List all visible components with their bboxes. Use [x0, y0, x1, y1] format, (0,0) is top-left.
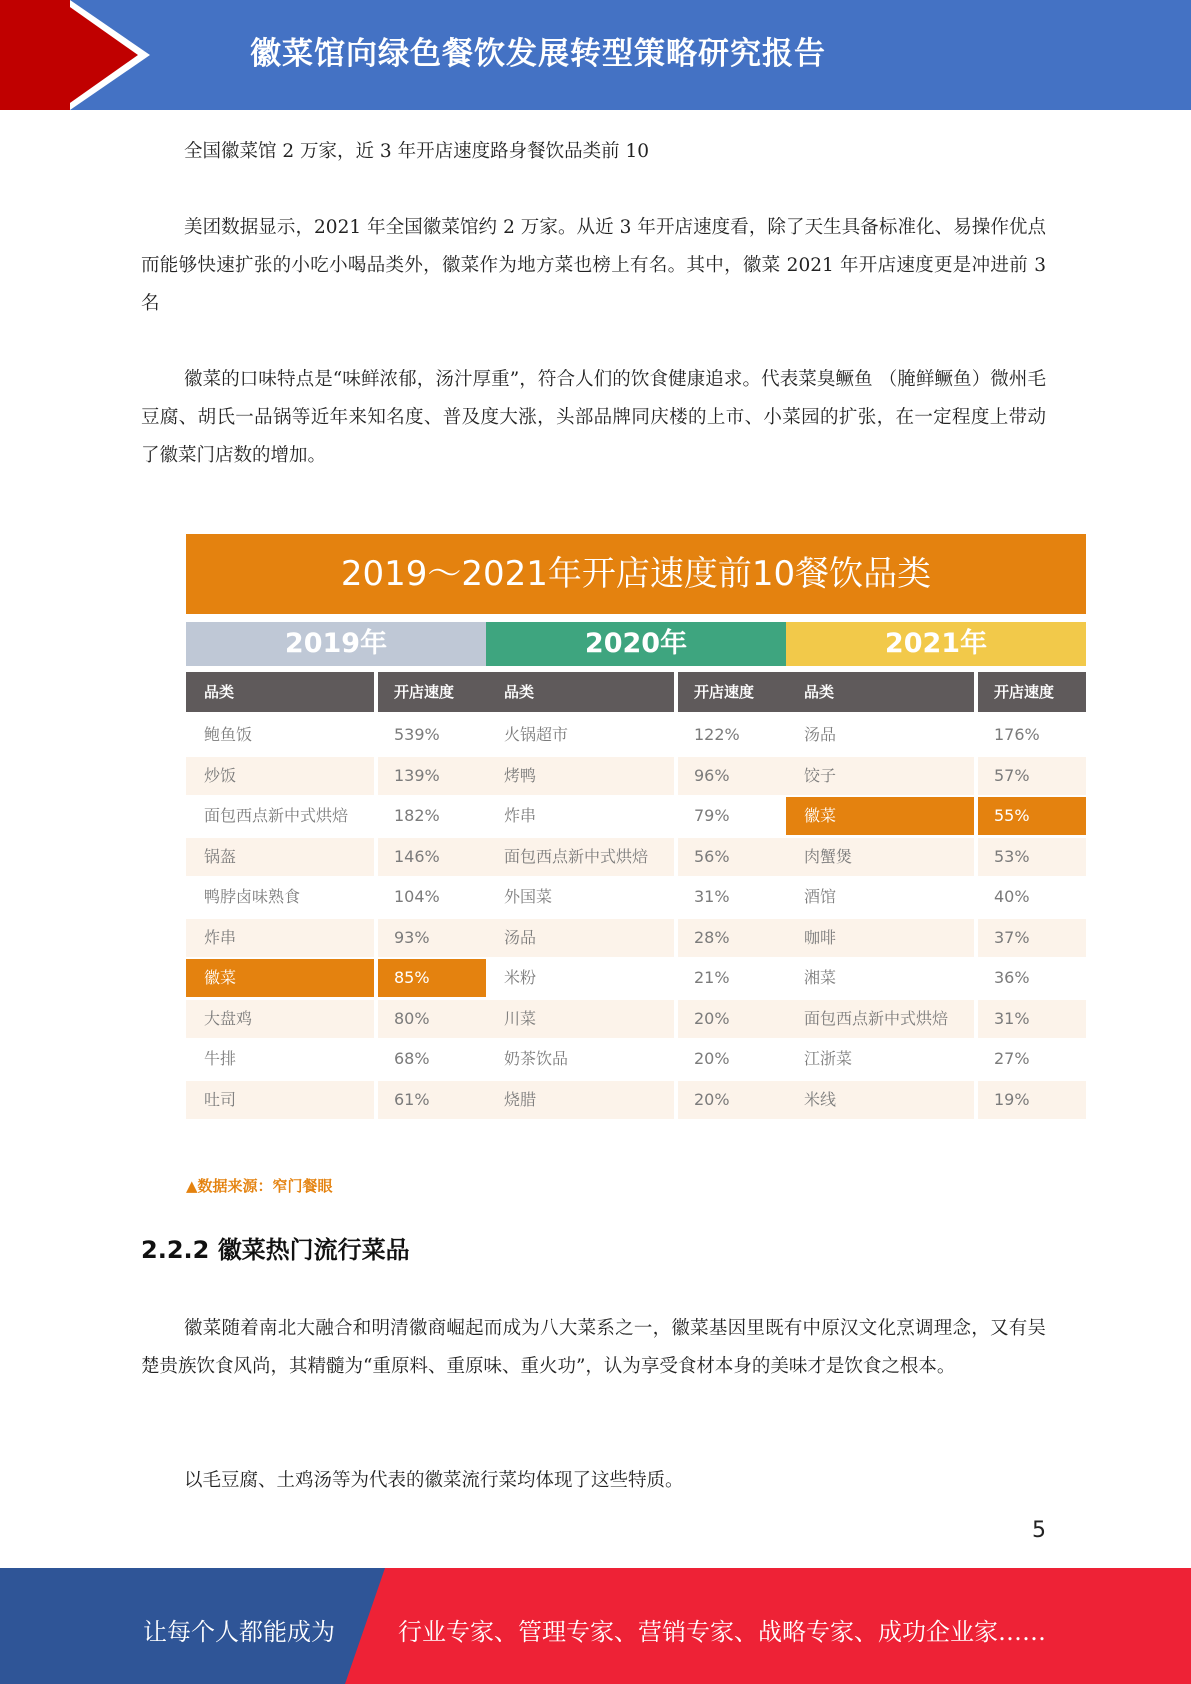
table-cell-speed: 21%	[694, 968, 730, 987]
table-cell-speed: 539%	[394, 725, 440, 744]
table-cell-category: 牛排	[204, 1049, 237, 1068]
table-cell-speed: 28%	[678, 919, 786, 957]
table-cell-speed: 61%	[378, 1081, 486, 1119]
table-cell-speed: 182%	[394, 806, 440, 825]
column-header-category: 品类	[786, 672, 974, 712]
table-cell-speed: 122%	[694, 725, 740, 744]
table-cell-speed: 36%	[994, 968, 1030, 987]
table-cell-speed: 20%	[694, 1049, 730, 1068]
table-cell-category: 面包西点新中式烘焙	[486, 838, 674, 876]
page-header	[0, 0, 1191, 110]
footer-slogan-left: 让每个人都能成为	[143, 1618, 335, 1646]
table-cell-category: 徽菜	[186, 959, 374, 997]
column-header-category: 品类	[486, 672, 674, 712]
header-arrow-red	[60, 0, 138, 110]
table-cell-category: 吐司	[186, 1081, 374, 1119]
table-cell-category: 锅盔	[186, 838, 374, 876]
table-cell-category: 鲍鱼饭	[204, 725, 253, 744]
table-cell-speed: 146%	[378, 838, 486, 876]
table-cell-speed: 68%	[394, 1049, 430, 1068]
paragraph-1: 全国徽菜馆 2 万家，近 3 年开店速度路身餐饮品类前 10	[184, 141, 649, 162]
table-cell-category: 徽菜	[786, 797, 974, 835]
section-heading: 2.2.2 徽菜热门流行菜品	[141, 1236, 410, 1264]
column-header-category: 品类	[186, 672, 374, 712]
table-cell-speed: 31%	[978, 1000, 1086, 1038]
table-cell-category: 炸串	[186, 919, 374, 957]
table-cell-speed: 20%	[678, 1000, 786, 1038]
column-header-speed: 开店速度	[978, 672, 1086, 712]
table-cell-category: 肉蟹煲	[786, 838, 974, 876]
table-cell-category: 大盘鸡	[186, 1000, 374, 1038]
table-cell-category: 奶茶饮品	[504, 1049, 569, 1068]
table-cell-category: 火锅超市	[504, 725, 569, 744]
table-cell-speed: 96%	[678, 757, 786, 795]
paragraph-3: 徽菜的口味特点是“味鲜浓郁，汤汁厚重”，符合人们的饮食健康追求。代表菜臭鳜鱼 （腌鲜鳜鱼）微州毛豆腐、胡氏一品锅等近年来知名度、普及度大涨，头部品牌同庆楼的上市、小菜园的扩张，在一定程度上带动了徽菜门店数的增加。	[141, 369, 1046, 466]
paragraph-2: 美团数据显示，2021 年全国徽菜馆约 2 万家。从近 3 年开店速度看，除了天生具备标准化、易操作优点而能够快速扩张的小吃小喝品类外，徽菜作为地方菜也榜上有名。其中，徽菜 2021 年开店速度更是冲进前 3 名	[141, 217, 1046, 314]
table-cell-speed: 80%	[378, 1000, 486, 1038]
table-cell-category: 饺子	[786, 757, 974, 795]
table-cell-speed: 57%	[978, 757, 1086, 795]
figure-title: 2019～2021年开店速度前10餐饮品类	[186, 534, 1086, 614]
table-cell-category: 面包西点新中式烘焙	[786, 1000, 974, 1038]
table-cell-speed: 53%	[978, 838, 1086, 876]
table-cell-category: 鸭脖卤味熟食	[204, 887, 301, 906]
table-cell-speed: 37%	[978, 919, 1086, 957]
table-cell-category: 汤品	[804, 725, 837, 744]
table-cell-category: 米粉	[504, 968, 537, 987]
table-cell-category: 外国菜	[504, 887, 553, 906]
table-cell-speed: 20%	[678, 1081, 786, 1119]
footer-slogan-right: 行业专家、管理专家、营销专家、战略专家、成功企业家……	[398, 1618, 1046, 1646]
table-cell-speed: 85%	[378, 959, 486, 997]
table-cell-speed: 31%	[694, 887, 730, 906]
table-cell-speed: 27%	[994, 1049, 1030, 1068]
column-header-speed: 开店速度	[678, 672, 786, 712]
store-speed-figure	[186, 532, 1086, 1122]
year-header-2: 2021年	[786, 622, 1086, 666]
page-number: 5	[1032, 1518, 1046, 1543]
figure-source: ▲数据来源：窄门餐眼	[186, 1177, 333, 1195]
section-paragraph-2: 以毛豆腐、土鸡汤等为代表的徽菜流行菜均体现了这些特质。	[184, 1470, 684, 1491]
table-cell-category: 烧腊	[486, 1081, 674, 1119]
table-cell-speed: 19%	[978, 1081, 1086, 1119]
table-cell-speed: 93%	[378, 919, 486, 957]
column-header-speed: 开店速度	[378, 672, 486, 712]
table-cell-speed: 55%	[978, 797, 1086, 835]
table-cell-category: 炒饭	[186, 757, 374, 795]
table-cell-category: 米线	[786, 1081, 974, 1119]
section-paragraph-1: 徽菜随着南北大融合和明清徽商崛起而成为八大菜系之一，徽菜基因里既有中原汉文化烹调理念，又有吴楚贵族饮食风尚，其精髓为“重原料、重原味、重火功”，认为享受食材本身的美味才是饮食之根本。	[141, 1318, 1046, 1377]
table-cell-speed: 79%	[694, 806, 730, 825]
table-cell-category: 烤鸭	[486, 757, 674, 795]
table-cell-speed: 139%	[378, 757, 486, 795]
table-cell-category: 汤品	[486, 919, 674, 957]
table-cell-speed: 56%	[678, 838, 786, 876]
table-cell-speed: 176%	[994, 725, 1040, 744]
year-header-1: 2020年	[486, 622, 786, 666]
table-cell-category: 酒馆	[804, 887, 837, 906]
table-cell-category: 炸串	[504, 806, 537, 825]
table-cell-speed: 104%	[394, 887, 440, 906]
table-cell-category: 湘菜	[804, 968, 837, 987]
header-title: 徽菜馆向绿色餐饮发展转型策略研究报告	[250, 36, 826, 72]
table-cell-category: 江浙菜	[804, 1049, 853, 1068]
table-cell-speed: 40%	[994, 887, 1030, 906]
table-cell-category: 川菜	[486, 1000, 674, 1038]
year-header-0: 2019年	[186, 622, 486, 666]
table-cell-category: 咖啡	[786, 919, 974, 957]
table-cell-category: 面包西点新中式烘焙	[204, 806, 349, 825]
